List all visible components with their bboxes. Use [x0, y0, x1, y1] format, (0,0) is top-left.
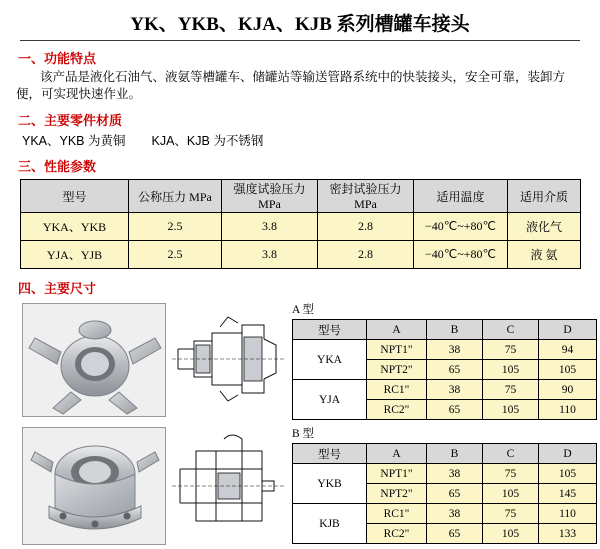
dim-b-cell: NPT1" [367, 464, 427, 484]
dim-a-cell: 65 [427, 400, 483, 420]
dim-a-cell: RC2" [367, 400, 427, 420]
dim-b-cell: 145 [539, 484, 597, 504]
section-features-heading: 一、功能特点 [18, 51, 97, 66]
perf-cell: −40℃~+80℃ [414, 241, 508, 269]
dim-a-cell: 75 [483, 380, 539, 400]
perf-cell: YKA、YKB [21, 213, 129, 241]
drawing-b-graphic [172, 429, 284, 541]
dim-b-cell: 105 [539, 464, 597, 484]
perf-cell: 2.8 [318, 213, 414, 241]
perf-header-cell: 密封试验压力 MPa [318, 180, 414, 213]
photo-a-graphic [23, 304, 165, 416]
dim-a-cell: 105 [483, 360, 539, 380]
photo-type-a [22, 303, 166, 417]
dim-b-cell: 65 [427, 484, 483, 504]
perf-header-cell: 型号 [21, 180, 129, 213]
drawing-a-graphic [172, 305, 284, 413]
dim-table-b-block [292, 425, 597, 544]
material-left-text: YKA、YKB 为黄铜 [22, 134, 126, 148]
dim-b-header-cell: A [367, 444, 427, 464]
perf-cell: 3.8 [222, 241, 318, 269]
dim-b-cell: 75 [483, 464, 539, 484]
dim-a-model-cell: YJA [293, 380, 367, 420]
dimensions-area [0, 301, 600, 549]
dimension-table-b [292, 443, 597, 544]
section-dimensions-heading: 四、主要尺寸 [18, 281, 97, 296]
features-text: 该产品是液化石油气、液氨等槽罐车、储罐站等输送管路系统中的快装接头，安全可靠，装卸方便，可实现快速作业。 [16, 70, 566, 101]
perf-cell: 液 氨 [508, 241, 581, 269]
dim-a-header-cell: A [367, 320, 427, 340]
drawing-type-a [172, 305, 284, 413]
dim-a-cell: 65 [427, 360, 483, 380]
perf-header-cell: 适用温度 [414, 180, 508, 213]
dim-b-cell: NPT2" [367, 484, 427, 504]
drawing-type-b [172, 429, 284, 541]
photo-b-graphic [23, 428, 165, 544]
dim-a-cell: 38 [427, 340, 483, 360]
dim-a-cell: 105 [483, 400, 539, 420]
dim-a-cell: 105 [539, 360, 597, 380]
dim-b-cell: 65 [427, 524, 483, 544]
title-divider [20, 40, 580, 41]
perf-cell: 液化气 [508, 213, 581, 241]
table-header-row [21, 180, 581, 213]
table-row [21, 213, 581, 241]
table-header-row [293, 444, 597, 464]
table-header-row [293, 320, 597, 340]
table-row [293, 464, 597, 484]
perf-cell: 3.8 [222, 213, 318, 241]
perf-header-cell: 公称压力 MPa [129, 180, 222, 213]
perf-cell: YJA、YJB [21, 241, 129, 269]
perf-header-cell: 强度试验压力 MPa [222, 180, 318, 213]
dimension-table-a [292, 319, 597, 420]
dim-table-a-label: A 型 [292, 304, 315, 316]
dim-b-header-cell: D [539, 444, 597, 464]
perf-cell: −40℃~+80℃ [414, 213, 508, 241]
section-performance-heading: 三、性能参数 [18, 159, 97, 174]
dim-a-cell: 90 [539, 380, 597, 400]
dim-a-cell: 38 [427, 380, 483, 400]
dim-b-cell: 38 [427, 504, 483, 524]
table-row [293, 340, 597, 360]
table-row [293, 504, 597, 524]
features-paragraph [16, 69, 584, 103]
dim-b-cell: RC1" [367, 504, 427, 524]
dim-a-cell: NPT1" [367, 340, 427, 360]
perf-cell: 2.5 [129, 213, 222, 241]
dim-a-cell: 110 [539, 400, 597, 420]
dim-table-a-block [292, 301, 597, 420]
dim-a-cell: NPT2" [367, 360, 427, 380]
dim-b-header-cell: B [427, 444, 483, 464]
performance-table [20, 179, 581, 269]
page-title: YK、YKB、KJA、KJB 系列槽罐车接头 [130, 14, 470, 35]
perf-cell: 2.8 [318, 241, 414, 269]
dim-b-cell: 133 [539, 524, 597, 544]
material-right-text: KJA、KJB 为不锈钢 [151, 134, 264, 148]
dim-b-header-cell: 型号 [293, 444, 367, 464]
table-row [21, 241, 581, 269]
dim-b-cell: 110 [539, 504, 597, 524]
dim-b-header-cell: C [483, 444, 539, 464]
dim-a-header-cell: 型号 [293, 320, 367, 340]
dim-b-cell: 38 [427, 464, 483, 484]
dim-a-cell: 94 [539, 340, 597, 360]
table-row [293, 380, 597, 400]
dim-a-header-cell: B [427, 320, 483, 340]
section-material-heading: 二、主要零件材质 [18, 113, 123, 128]
material-line [22, 131, 600, 149]
dim-a-cell: 75 [483, 340, 539, 360]
dim-b-model-cell: YKB [293, 464, 367, 504]
dim-b-cell: 105 [483, 524, 539, 544]
dim-a-model-cell: YKA [293, 340, 367, 380]
dim-b-cell: 75 [483, 504, 539, 524]
dim-table-b-label: B 型 [292, 428, 315, 440]
photo-type-b [22, 427, 166, 545]
dim-a-header-cell: D [539, 320, 597, 340]
perf-cell: 2.5 [129, 241, 222, 269]
dim-b-cell: 105 [483, 484, 539, 504]
dim-a-cell: RC1" [367, 380, 427, 400]
dim-b-model-cell: KJB [293, 504, 367, 544]
dim-a-header-cell: C [483, 320, 539, 340]
dim-b-cell: RC2" [367, 524, 427, 544]
perf-header-cell: 适用介质 [508, 180, 581, 213]
